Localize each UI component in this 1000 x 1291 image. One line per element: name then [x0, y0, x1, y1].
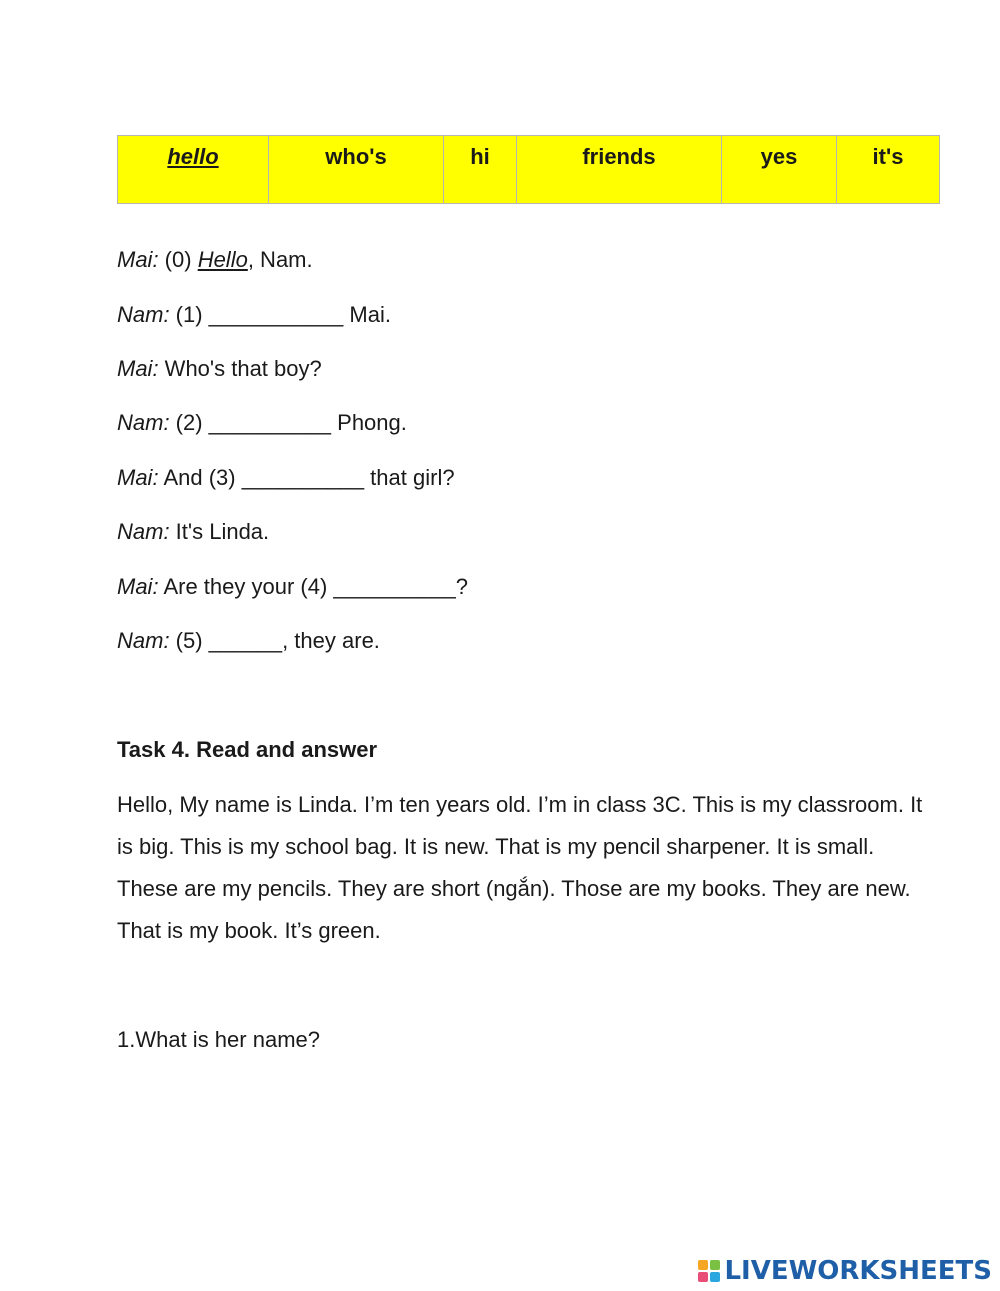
speaker-label: Nam: — [117, 410, 170, 435]
dialogue-text[interactable]: (2) __________ Phong. — [169, 410, 407, 435]
dialogue-text[interactable]: Are they your (4) __________? — [158, 574, 469, 599]
logo-square — [710, 1260, 720, 1270]
dialogue-text[interactable]: And (3) __________ that girl? — [158, 465, 455, 490]
question-1: 1.What is her name? — [117, 1027, 320, 1052]
speaker-label: Nam: — [117, 519, 170, 544]
dialogue-text: , Nam. — [247, 247, 313, 272]
speaker-label: Mai: — [117, 465, 159, 490]
word-bank-cell-hello: hello — [118, 136, 269, 204]
word-bank-table — [117, 135, 940, 204]
dialogue-line-2 — [117, 355, 322, 383]
speaker-label: Mai: — [117, 574, 159, 599]
dialogue-line-4 — [117, 464, 455, 492]
dialogue-line-3 — [117, 409, 407, 437]
task-4-heading: Task 4. Read and answer — [117, 737, 378, 762]
logo-square — [698, 1272, 708, 1282]
word-bank-cell-yes: yes — [722, 136, 837, 204]
speaker-label: Nam: — [117, 628, 170, 653]
dialogue-text: It's Linda. — [169, 519, 270, 544]
logo-mark-icon — [698, 1260, 720, 1282]
example-answer: Hello — [197, 247, 248, 272]
dialogue-line-5 — [117, 518, 269, 546]
logo-square — [710, 1272, 720, 1282]
liveworksheets-logo — [698, 1254, 992, 1288]
dialogue-text[interactable]: (1) ___________ Mai. — [169, 302, 391, 327]
word-bank-cell-its: it's — [837, 136, 940, 204]
word-bank-cell-hi: hi — [444, 136, 517, 204]
logo-square — [698, 1260, 708, 1270]
dialogue-text: Who's that boy? — [158, 356, 322, 381]
speaker-label: Nam: — [117, 302, 170, 327]
dialogue-line-7 — [117, 627, 380, 655]
word-bank-cell-whos: who's — [269, 136, 444, 204]
speaker-label: Mai: — [117, 356, 159, 381]
dialogue-text: (0) — [158, 247, 198, 272]
reading-passage: Hello, My name is Linda. I’m ten years old. I’m in class 3C. This is my classroom. It is big. This is my school bag. It is new. That is my pencil sharpener. It is small. These are my pencils. They are short (ngắn). Those are my books. They are new. That is my book. It’s green. — [117, 792, 923, 943]
word-bank-row — [118, 136, 940, 204]
word-bank-cell-friends: friends — [517, 136, 722, 204]
dialogue-line-0 — [117, 246, 313, 274]
dialogue-line-1 — [117, 301, 391, 329]
logo-text: LIVEWORKSHEETS — [724, 1256, 992, 1286]
speaker-label: Mai: — [117, 247, 159, 272]
dialogue-line-6 — [117, 573, 468, 601]
dialogue-text[interactable]: (5) ______, they are. — [169, 628, 380, 653]
